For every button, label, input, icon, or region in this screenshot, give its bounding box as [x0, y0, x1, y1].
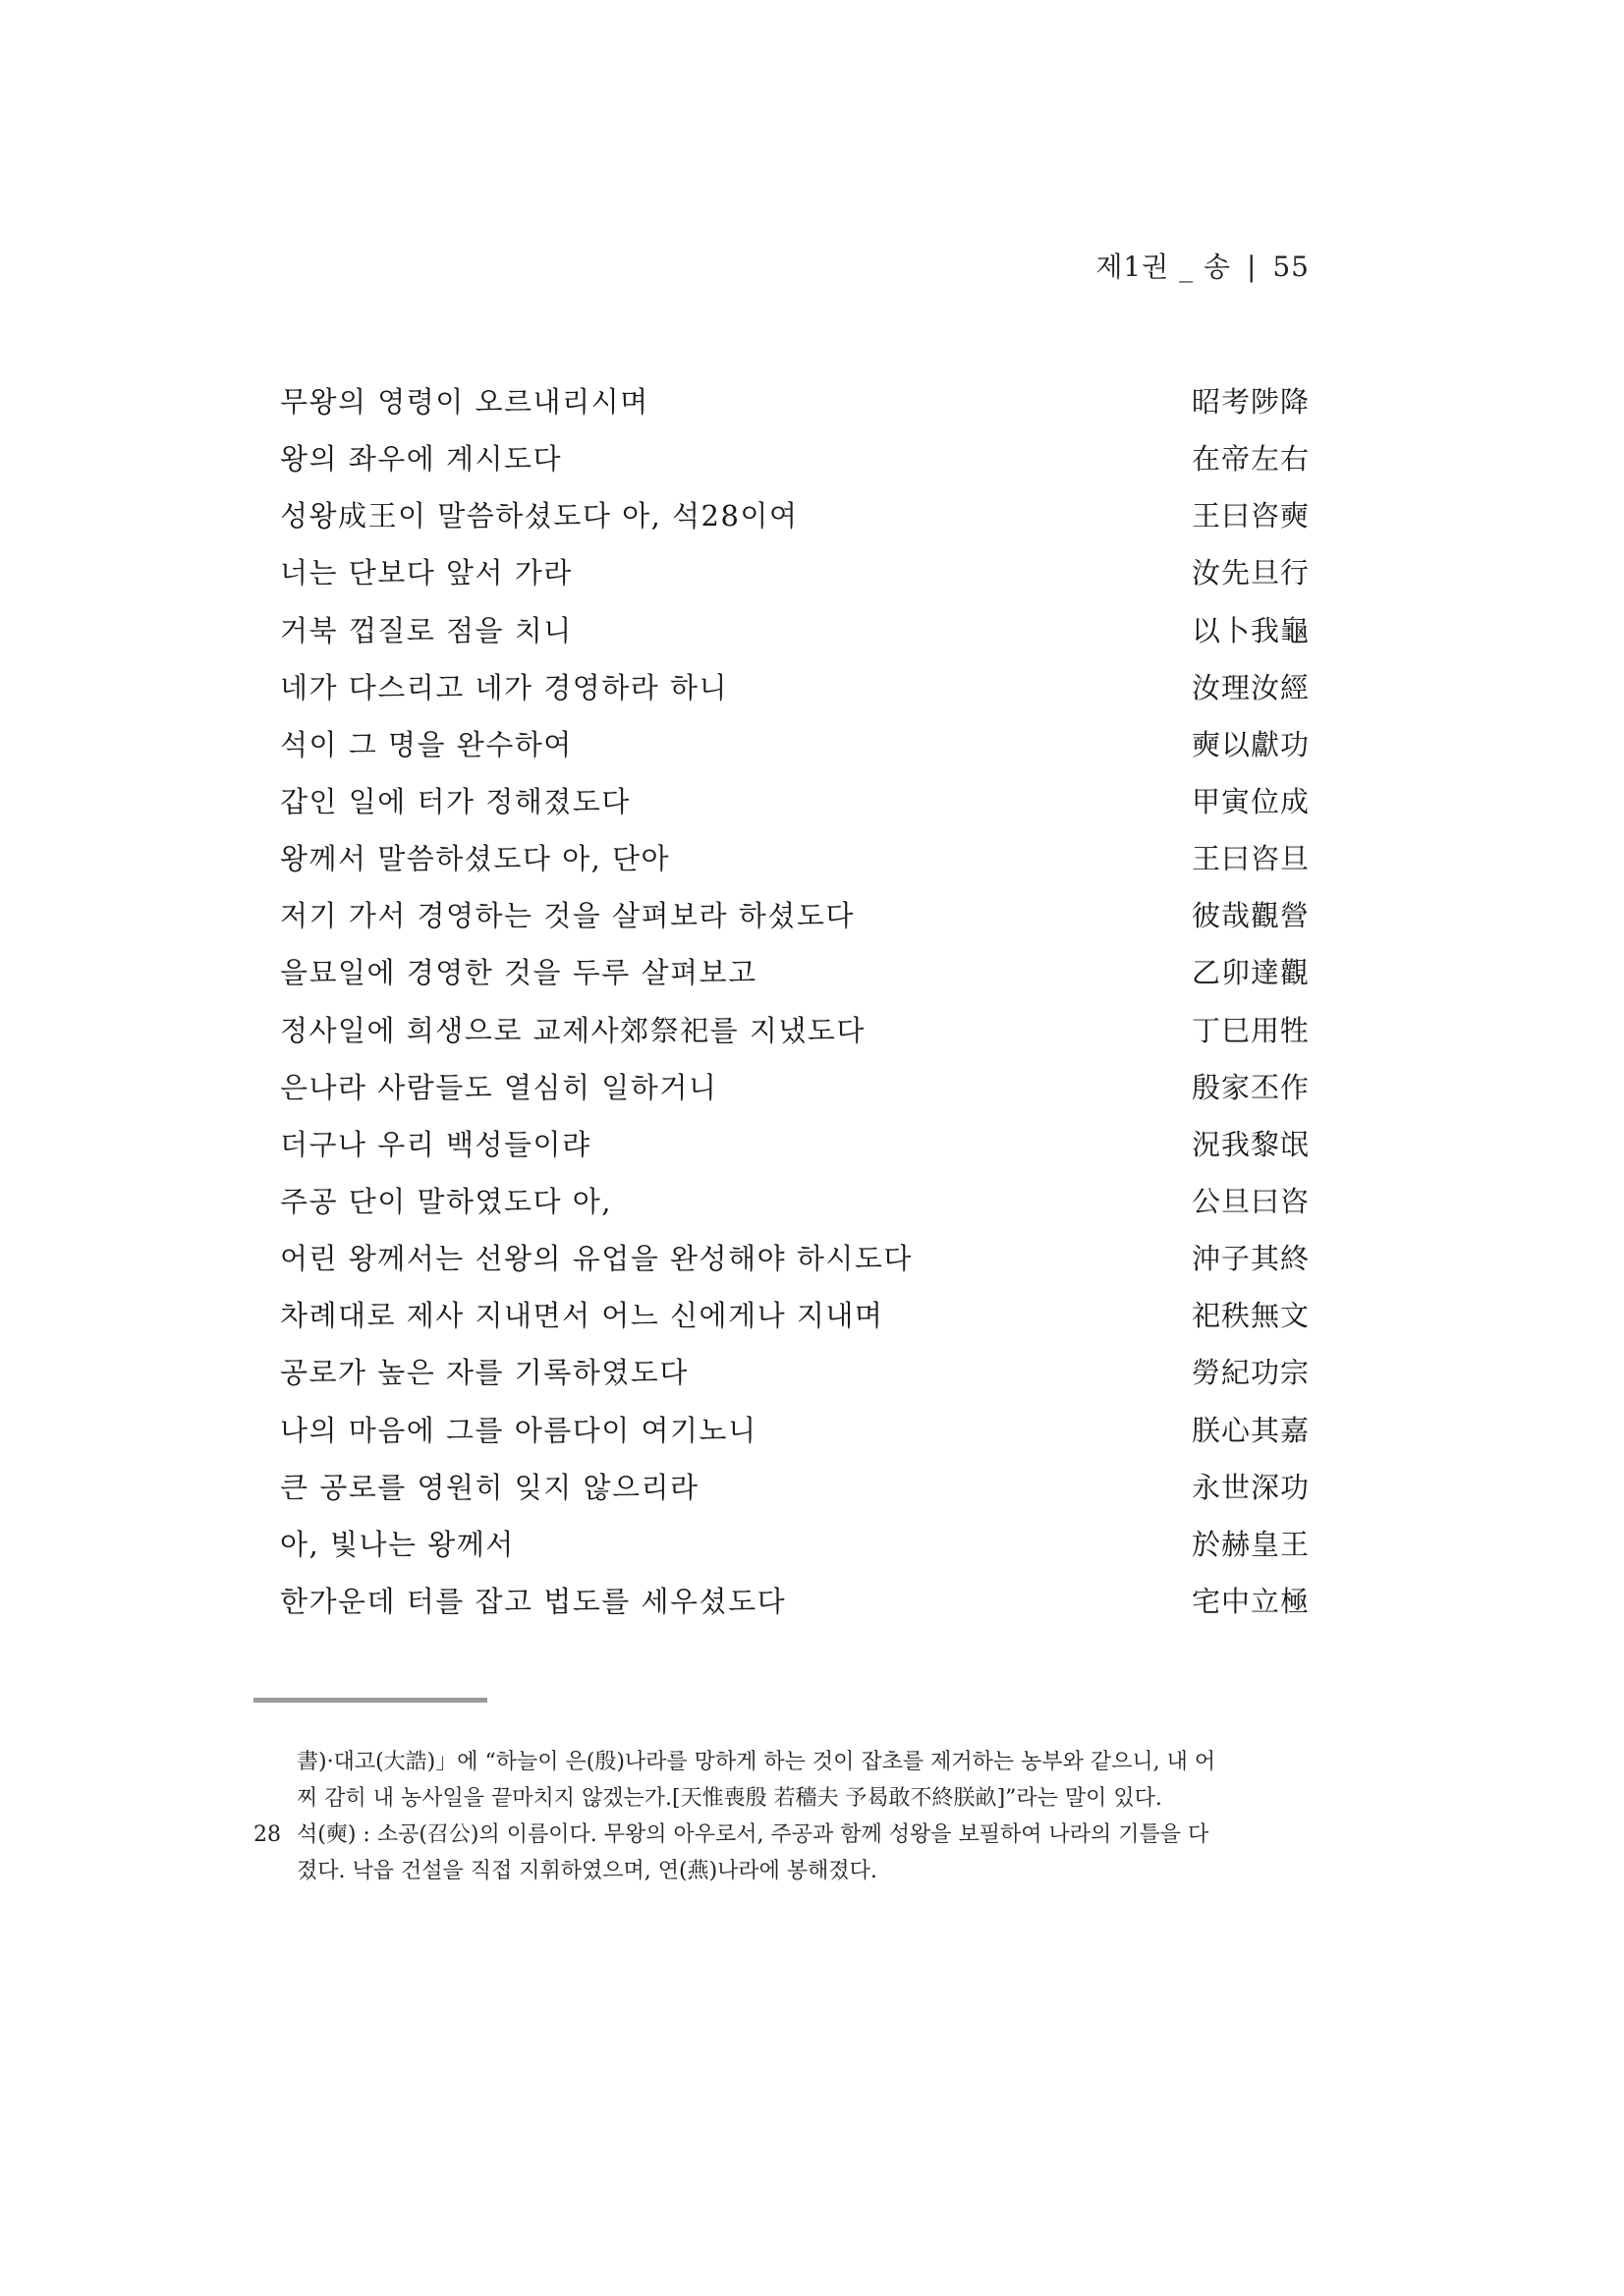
- verse-korean: 거북 껍질로 점을 치니: [280, 613, 573, 647]
- verse-korean: 갑인 일에 터가 정해졌도다: [280, 784, 631, 818]
- verse-row: [280, 1459, 1310, 1516]
- footnote-line: [253, 1817, 1310, 1853]
- verse-row: [280, 1344, 1310, 1401]
- verse-korean: 한가운데 터를 잡고 법도를 세우셨도다: [280, 1584, 787, 1618]
- footnote-text: 석(奭) : 소공(召公)의 이름이다. 무왕의 아우로서, 주공과 함께 성왕을 보필하여 나라의 기틀을 다: [297, 1822, 1209, 1847]
- footnote-divider: [253, 1698, 487, 1703]
- page-number: 55: [1272, 251, 1310, 283]
- verse-row: [280, 1287, 1310, 1344]
- verse-korean: 석이 그 명을 완수하여: [280, 727, 573, 761]
- verse-hanja: 公旦曰咨: [1191, 1184, 1310, 1218]
- verse-hanja: 乙卯達觀: [1191, 956, 1310, 990]
- verse-korean: 네가 다스리고 네가 경영하라 하니: [280, 670, 729, 704]
- verse-hanja: 奭以獻功: [1191, 727, 1310, 761]
- verse-hanja: 甲寅位成: [1191, 784, 1310, 818]
- verse-korean: 어린 왕께서는 선왕의 유업을 완성해야 하시도다: [280, 1242, 913, 1276]
- header-divider: |: [1247, 251, 1258, 283]
- verse-korean: 주공 단이 말하였도다 아,: [280, 1184, 613, 1218]
- footnote-line: [253, 1780, 1310, 1817]
- verse-row: [280, 1173, 1310, 1230]
- verse-list: [280, 373, 1310, 1630]
- verse-row: [280, 773, 1310, 830]
- verse-hanja: 於赫皇王: [1191, 1527, 1310, 1561]
- header-separator: _: [1179, 251, 1195, 283]
- verse-hanja: 汝理汝經: [1191, 670, 1310, 704]
- footnote-text: 졌다. 낙읍 건설을 직접 지휘하였으며, 연(燕)나라에 봉해졌다.: [297, 1859, 877, 1883]
- verse-korean: 나의 마음에 그를 아름다이 여기노니: [280, 1413, 757, 1447]
- verse-row: [280, 1002, 1310, 1059]
- verse-row: [280, 602, 1310, 659]
- footnotes: [253, 1744, 1310, 1889]
- verse-row: [280, 1230, 1310, 1287]
- verse-korean: 왕의 좌우에 계시도다: [280, 442, 563, 476]
- verse-korean: 큰 공로를 영원히 잊지 않으리라: [280, 1470, 700, 1504]
- verse-hanja: 殷家丕作: [1191, 1070, 1310, 1104]
- section-label: 송: [1204, 251, 1232, 283]
- chapter-label: 제1권: [1095, 251, 1170, 283]
- verse-row: [280, 1402, 1310, 1459]
- verse-row: [280, 1059, 1310, 1116]
- verse-row: [280, 1516, 1310, 1573]
- verse-korean: 정사일에 희생으로 교제사郊祭祀를 지냈도다: [280, 1013, 866, 1047]
- verse-korean: 왕께서 말씀하셨도다 아, 단아: [280, 842, 671, 876]
- verse-korean: 저기 가서 경영하는 것을 살펴보라 하셨도다: [280, 899, 855, 933]
- footnote-line: [253, 1853, 1310, 1889]
- verse-hanja: 汝先旦行: [1191, 556, 1310, 590]
- verse-hanja: 祀秩無文: [1191, 1299, 1310, 1333]
- verse-hanja: 勞紀功宗: [1191, 1356, 1310, 1390]
- verse-korean: 아, 빛나는 왕께서: [280, 1527, 515, 1561]
- verse-row: [280, 430, 1310, 487]
- page-header: [1095, 246, 1310, 285]
- footnote-line: [253, 1744, 1310, 1780]
- footnote-number: 28: [253, 1822, 281, 1847]
- verse-hanja: 昭考陟降: [1191, 385, 1310, 419]
- verse-row: [280, 887, 1310, 944]
- footnote-text: 書)·대고(大誥)」에 “하늘이 은(殷)나라를 망하게 하는 것이 잡초를 제거하는 농부와 같으니, 내 어: [297, 1750, 1216, 1774]
- verse-row: [280, 944, 1310, 1001]
- verse-hanja: 丁巳用牲: [1191, 1013, 1310, 1047]
- verse-hanja: 王曰咨旦: [1191, 842, 1310, 876]
- verse-korean: 너는 단보다 앞서 가라: [280, 556, 573, 590]
- verse-hanja: 永世深功: [1191, 1470, 1310, 1504]
- verse-row: [280, 487, 1310, 544]
- footnote-text: 찌 감히 내 농사일을 끝마치지 않겠는가.[天惟喪殷 若穡夫 予曷敢不終朕畝]”라는 말이 있다.: [297, 1786, 1162, 1811]
- verse-korean: 은나라 사람들도 열심히 일하거니: [280, 1070, 718, 1104]
- verse-hanja: 在帝左右: [1191, 442, 1310, 476]
- verse-korean: 공로가 높은 자를 기록하였도다: [280, 1356, 689, 1390]
- verse-row: [280, 1573, 1310, 1630]
- verse-korean: 을묘일에 경영한 것을 두루 살펴보고: [280, 956, 757, 990]
- verse-hanja: 王曰咨奭: [1191, 499, 1310, 533]
- verse-row: [280, 1116, 1310, 1173]
- verse-korean: 무왕의 영령이 오르내리시며: [280, 385, 649, 419]
- verse-row: [280, 830, 1310, 887]
- verse-hanja: 朕心其嘉: [1191, 1413, 1310, 1447]
- verse-row: [280, 716, 1310, 773]
- verse-hanja: 宅中立極: [1191, 1584, 1310, 1618]
- verse-korean: 차례대로 제사 지내면서 어느 신에게나 지내며: [280, 1299, 884, 1333]
- verse-row: [280, 659, 1310, 716]
- verse-hanja: 況我黎氓: [1191, 1127, 1310, 1161]
- verse-hanja: 彼哉觀營: [1191, 899, 1310, 933]
- verse-row: [280, 373, 1310, 430]
- verse-row: [280, 544, 1310, 601]
- verse-hanja: 沖子其終: [1191, 1242, 1310, 1276]
- verse-korean: 성왕成王이 말씀하셨도다 아, 석28이여: [280, 499, 799, 533]
- verse-hanja: 以卜我龜: [1191, 613, 1310, 647]
- verse-korean: 더구나 우리 백성들이랴: [280, 1127, 591, 1161]
